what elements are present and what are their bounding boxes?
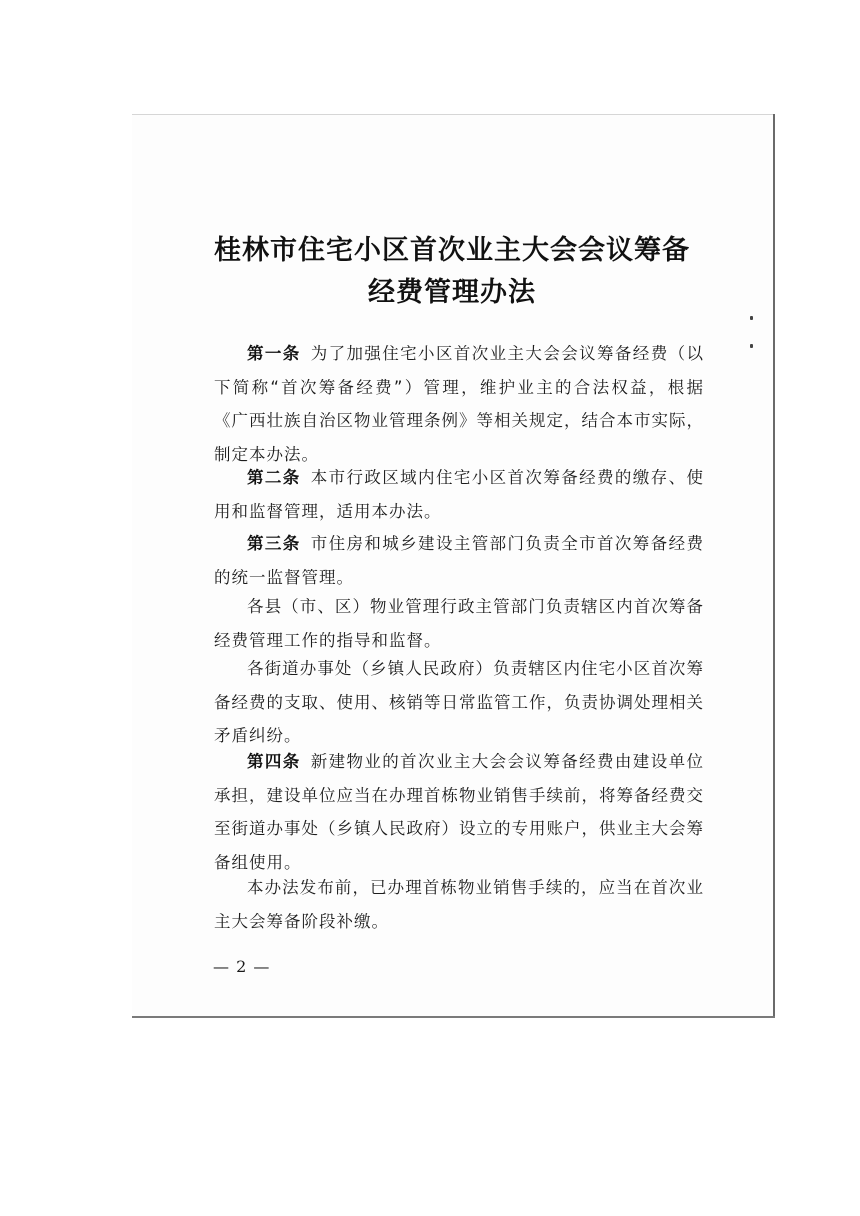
scan-edge-bottom	[132, 1016, 775, 1018]
article-2	[214, 461, 704, 528]
article-1-heading: 第一条	[247, 344, 301, 363]
article-2-text: 本市行政区域内住宅小区首次筹备经费的缴存、使用和监督管理，适用本办法。	[214, 468, 704, 521]
article-4-paragraph-2-text: 本办法发布前，已办理首栋物业销售手续的，应当在首次业主大会筹备阶段补缴。	[214, 878, 704, 931]
scan-speck	[750, 344, 753, 348]
article-3-paragraph-3-text: 各街道办事处（乡镇人民政府）负责辖区内住宅小区首次筹备经费的支取、使用、核销等日常监管工作，负责协调处理相关矛盾纠纷。	[214, 659, 704, 745]
article-2-heading: 第二条	[247, 468, 301, 487]
document-title-line-2: 经费管理办法	[368, 277, 536, 308]
article-4	[214, 745, 704, 879]
scan-edge-top	[132, 114, 774, 115]
document-title-line-1: 桂林市住宅小区首次业主大会会议筹备	[214, 235, 690, 266]
article-3-text: 市住房和城乡建设主管部门负责全市首次筹备经费的统一监督管理。	[214, 534, 704, 587]
article-4-heading: 第四条	[247, 752, 301, 771]
article-1-text: 为了加强住宅小区首次业主大会会议筹备经费（以下简称“首次筹备经费”）管理，维护业主的合法权益，根据《广西壮族自治区物业管理条例》等相关规定，结合本市实际，制定本办法。	[214, 344, 704, 464]
article-3-paragraph-2-text: 各县（市、区）物业管理行政主管部门负责辖区内首次筹备经费管理工作的指导和监督。	[214, 597, 704, 650]
scan-speck	[750, 316, 753, 320]
article-3-heading: 第三条	[247, 534, 301, 553]
article-4-text: 新建物业的首次业主大会会议筹备经费由建设单位承担，建设单位应当在办理首栋物业销售手续前，将筹备经费交至街道办事处（乡镇人民政府）设立的专用账户，供业主大会筹备组使用。	[214, 752, 704, 872]
article-1	[214, 337, 704, 471]
article-3-paragraph-3	[214, 652, 704, 753]
scan-edge-right	[773, 114, 775, 1018]
article-3	[214, 527, 704, 594]
article-3-paragraph-2	[214, 590, 704, 657]
page-number: — 2 —	[213, 957, 271, 976]
article-4-paragraph-2	[214, 871, 704, 938]
